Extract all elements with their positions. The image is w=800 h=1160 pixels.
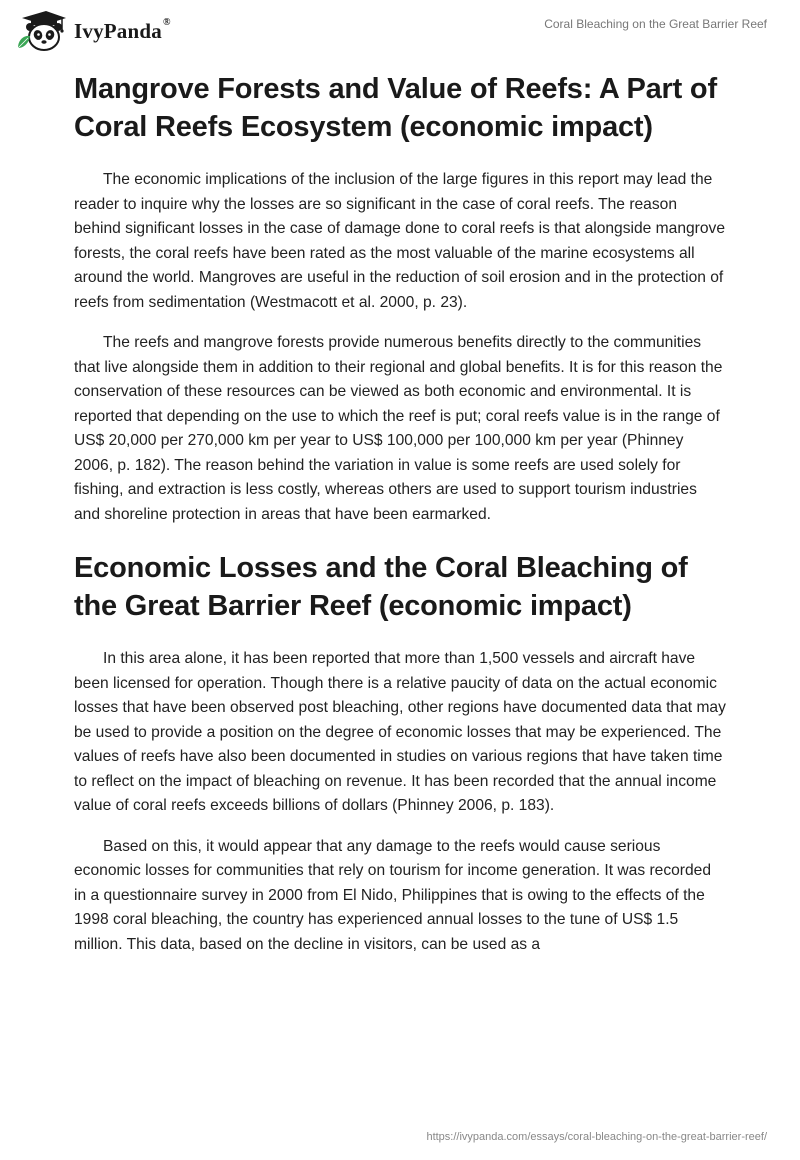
page-header bbox=[0, 0, 800, 60]
article-content bbox=[74, 70, 726, 973]
footer-url-link[interactable]: https://ivypanda.com/essays/coral-bleaching-on-the-great-barrier-reef/ bbox=[426, 1131, 767, 1143]
registered-mark: ® bbox=[162, 16, 171, 28]
paragraph: Based on this, it would appear that any damage to the reefs would cause serious economic losses for communities that rely on tourism for income generation. It was recorded in a questionnaire survey in 2000 from El Nido, Philippines that is owing to the effects of the 1998 coral bleaching, the country has experienced annual losses to the tune of US$ 1.5 million. This data, based on the decline in visitors, can be used as a bbox=[74, 837, 712, 953]
paragraph: The economic implications of the inclusion of the large figures in this report may lead the reader to inquire why the losses are so significant in the case of coral reefs. The reason behind significant losses in the case of damage done to coral reefs is that alongside mangrove forests, the coral reefs have been rated as the most valuable of the marine ecosystems all around the world. Mangroves are useful in the reduction of soil erosion and in the protection of reefs from sedimentation (Westmacott et al. 2000, p. 23). bbox=[74, 171, 726, 311]
panda-graduate-icon bbox=[14, 8, 72, 54]
logo-wordmark bbox=[74, 16, 171, 44]
section-mangrove-forests bbox=[74, 70, 726, 527]
ivypanda-logo[interactable] bbox=[14, 8, 171, 54]
logo-name: IvyPanda bbox=[74, 18, 162, 43]
running-title: Coral Bleaching on the Great Barrier Reef bbox=[544, 17, 767, 31]
section-heading: Mangrove Forests and Value of Reefs: A Part of Coral Reefs Ecosystem (economic impact) bbox=[74, 73, 717, 143]
paragraph: In this area alone, it has been reported that more than 1,500 vessels and aircraft have been licensed for operation. Though there is a relative paucity of data on the actual economic losses that have been observed post bleaching, other regions have documented data that may be used to provide a position on the degree of economic losses that may be experienced. The values of reefs have also been documented in studies on various regions that have taken time to reflect on the impact of bleaching on revenue. It has been recorded that the annual income value of coral reefs exceeds billions of dollars (Phinney 2006, p. 183). bbox=[74, 650, 726, 814]
section-heading: Economic Losses and the Coral Bleaching of the Great Barrier Reef (economic impact) bbox=[74, 552, 688, 622]
section-economic-losses bbox=[74, 549, 726, 957]
paragraph: The reefs and mangrove forests provide numerous benefits directly to the communities that live alongside them in addition to their regional and global benefits. It is for this reason the conservation of these resources can be viewed as both economic and environmental. It is reported that depending on the use to which the reef is put; coral reefs value is in the range of US$ 20,000 per 270,000 km per year to US$ 100,000 per 100,000 km per year (Phinney 2006, p. 182). The reason behind the variation in value is some reefs are used solely for fishing, and extraction is less costly, whereas others are used to support tourism industries and shoreline protection in areas that have been earmarked. bbox=[74, 334, 723, 523]
